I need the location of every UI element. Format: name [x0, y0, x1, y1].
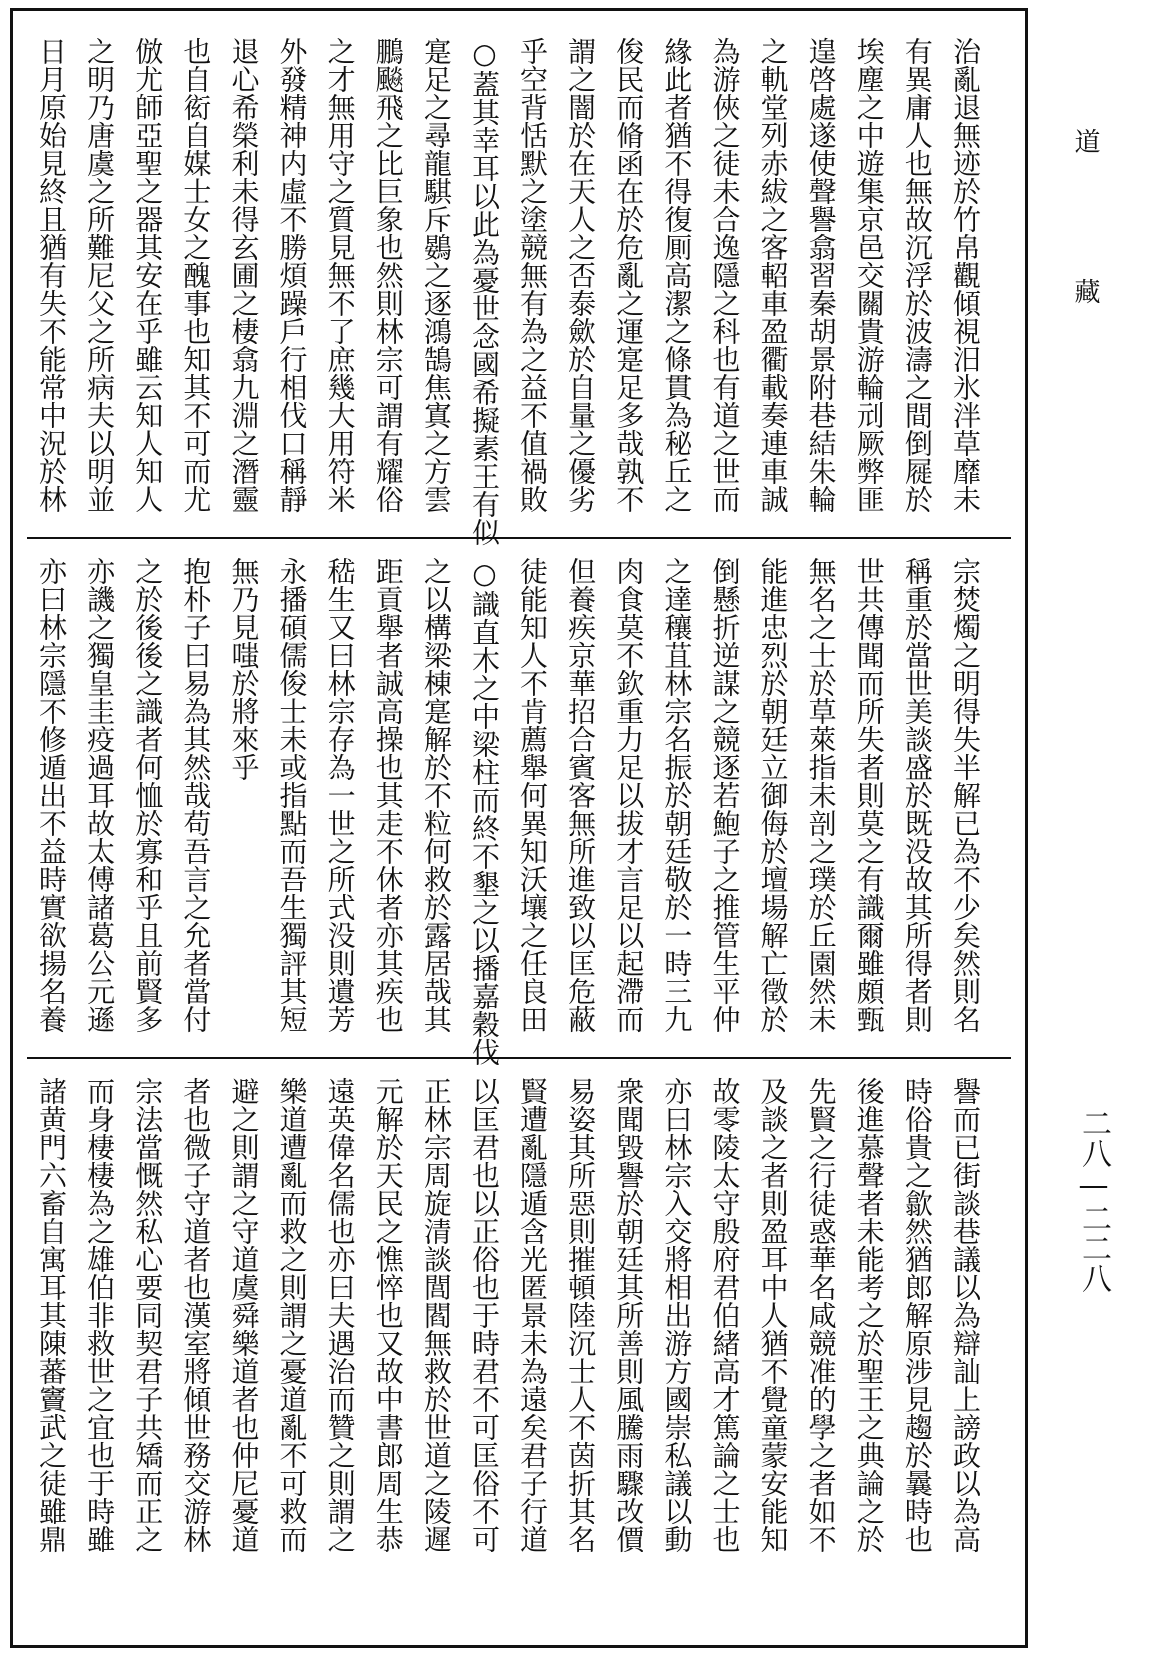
text-column: 日月原始見終且猶有失不能常中況於林 [35, 37, 69, 513]
text-column: 為游俠之徒未合逸隱之科也有道之世而 [708, 37, 742, 513]
text-column: 謂之闇於在天人之否泰歛於自量之優劣 [564, 37, 598, 513]
text-column: 埃塵之中遊集京邑交關貴游輪刓厥弊匪 [852, 37, 886, 513]
text-column: 嵇生又曰林宗存為一世之所式没則遺芳 [323, 557, 357, 1033]
text-column: 宗法當慨然私心要同契君子共矯而正之 [131, 1077, 165, 1553]
text-column: 肉食莫不欽重力足以拔才言足以起滯而 [612, 557, 646, 1033]
text-register-bottom [27, 1063, 1011, 1633]
text-column: 之以構梁棟寔解於不粒何救於露居哉其 [419, 557, 453, 1033]
text-column: 也自衒自媒士女之醜事也知其不可而尤 [179, 37, 213, 513]
text-column: 俊民而脩函在於危亂之運寔足多哉孰不 [612, 37, 646, 513]
text-column: 之於後後之識者何恤於寡和乎且前賢多 [131, 557, 165, 1033]
text-register-middle [27, 543, 1011, 1066]
text-column: 亦曰林宗入交將相出游方國崇私議以動 [660, 1077, 694, 1553]
text-column: 抱朴子曰易為其然哉苟吾言之允者當付 [179, 557, 213, 1033]
text-column: ○識直木之中梁柱而終不墾之以播嘉穀伐 [467, 557, 501, 1066]
text-column: 亦譏之獨皇圭疫過耳故太傅諸葛公元遜 [83, 557, 117, 1033]
text-column: 故零陵太守殷府君伯緒高才篤論之士也 [708, 1077, 742, 1553]
text-column: 之明乃唐虞之所難尼父之所病夫以明並 [83, 37, 117, 513]
text-column: 易姿其所惡則摧頓陸沉士人不茵折其名 [564, 1077, 598, 1553]
text-column: 元解於天民之憔悴也又故中書郎周生恭 [371, 1077, 405, 1553]
text-column: 之達穰苴林宗名振於朝廷敬於一時三九 [660, 557, 694, 1033]
text-column: 避之則謂之守道虞舜樂道者也仲尼憂道 [227, 1077, 261, 1553]
text-column: 賢遭亂隱遁含光匿景未為遠矣君子行道 [516, 1077, 550, 1553]
book-title-top: 道 [1070, 128, 1100, 154]
text-column: 時俗貴之歙然猶郎解原涉見趨於曩時也 [900, 1077, 934, 1553]
text-column: 及談之者則盈耳中人猶不覺童蒙安能知 [756, 1077, 790, 1553]
text-column: ○蓋其幸耳以此為憂世念國希擬素王有似 [467, 37, 501, 546]
text-column: 諸黄門六畜自寓耳其陳蕃竇武之徒雖鼎 [35, 1077, 69, 1553]
text-column: 者也微子守道者也漢室將傾世務交游林 [179, 1077, 213, 1553]
text-column: 宗焚燭之明得失半解已為不少矣然則名 [948, 557, 982, 1033]
text-column: 距貢舉者誠高操也其走不休者亦其疾也 [371, 557, 405, 1033]
text-column: 但養疾京華招合賓客無所進致以匡危蔽 [564, 557, 598, 1033]
text-column: 鵬飈飛之比巨象也然則林宗可謂有耀俗 [371, 37, 405, 513]
text-column: 世共傳聞而所失者則莫之有識爾雖頗甄 [852, 557, 886, 1033]
text-column: 無名之士於草萊指未剖之璞於丘園然未 [804, 557, 838, 1033]
text-column: 譽而已街談巷議以為辯訕上謗政以為高 [948, 1077, 982, 1553]
text-column: 外發精神内虛不勝煩躁戶行相伐口稱靜 [275, 37, 309, 513]
text-column: 乎空背恬默之塗競無有為之益不值禍敗 [516, 37, 550, 513]
text-column: 之才無用守之質見無不了庶幾大用符米 [323, 37, 357, 513]
text-column: 之軌堂列赤紱之客軺車盈衢載奏連車誠 [756, 37, 790, 513]
text-column: 倣尤師亞聖之器其安在乎雖云知人知人 [131, 37, 165, 513]
text-column: 正林宗周旋清談閭閻無救於世道之陵遲 [419, 1077, 453, 1553]
text-column: 永播碩儒俊士未或指點而吾生獨評其短 [275, 557, 309, 1033]
text-column: 無乃見嗤於將來乎 [227, 557, 261, 781]
text-column: 徒能知人不肯薦舉何異知沃壤之任良田 [516, 557, 550, 1033]
text-column: 遑啓處遂使聲譽翕習秦胡景附巷結朱輪 [804, 37, 838, 513]
text-column: 緣此者猶不得復厠高潔之條貫為秘丘之 [660, 37, 694, 513]
page-frame [10, 8, 1028, 1648]
text-column: 後進慕聲者未能考之於聖王之典論之於 [852, 1077, 886, 1553]
text-column: 稱重於當世美談盛於既没故其所得者則 [900, 557, 934, 1033]
text-column: 以匡君也以正俗也于時君不可匡俗不可 [467, 1077, 501, 1553]
text-column: 治亂退無迹於竹帛觀傾視汨氷泮草靡未 [948, 37, 982, 513]
text-column: 退心希榮利未得玄圃之棲翕九淵之潛靈 [227, 37, 261, 513]
text-column: 衆聞毀譽於朝廷其所善則風騰雨驟改價 [612, 1077, 646, 1553]
text-column: 遠英偉名儒也亦曰夫遇治而贊之則謂之 [323, 1077, 357, 1553]
text-column: 有異庸人也無故沉浮於波濤之間倒屣於 [900, 37, 934, 513]
text-column: 倒懸折逆謀之競逐若鮑子之推管生平仲 [708, 557, 742, 1033]
text-register-top [27, 23, 1011, 546]
book-title-bottom: 藏 [1070, 278, 1100, 304]
text-column: 先賢之行徒惑華名咸競准的學之者如不 [804, 1077, 838, 1553]
text-column: 亦曰林宗隱不修遁出不益時實欲揚名養 [35, 557, 69, 1033]
text-column: 寔足之尋龍騏斥鷃之逐鴻鵠焦寘之方雲 [419, 37, 453, 513]
text-column: 能進忠烈於朝廷立御侮於壇場解亡徵於 [756, 557, 790, 1033]
text-column: 而身棲棲為之雄伯非救世之宜也于時雖 [83, 1077, 117, 1553]
text-column: 樂道遭亂而救之則謂之憂道亂不可救而 [275, 1077, 309, 1553]
page-number: 二八—二二八 [1076, 1108, 1111, 1293]
